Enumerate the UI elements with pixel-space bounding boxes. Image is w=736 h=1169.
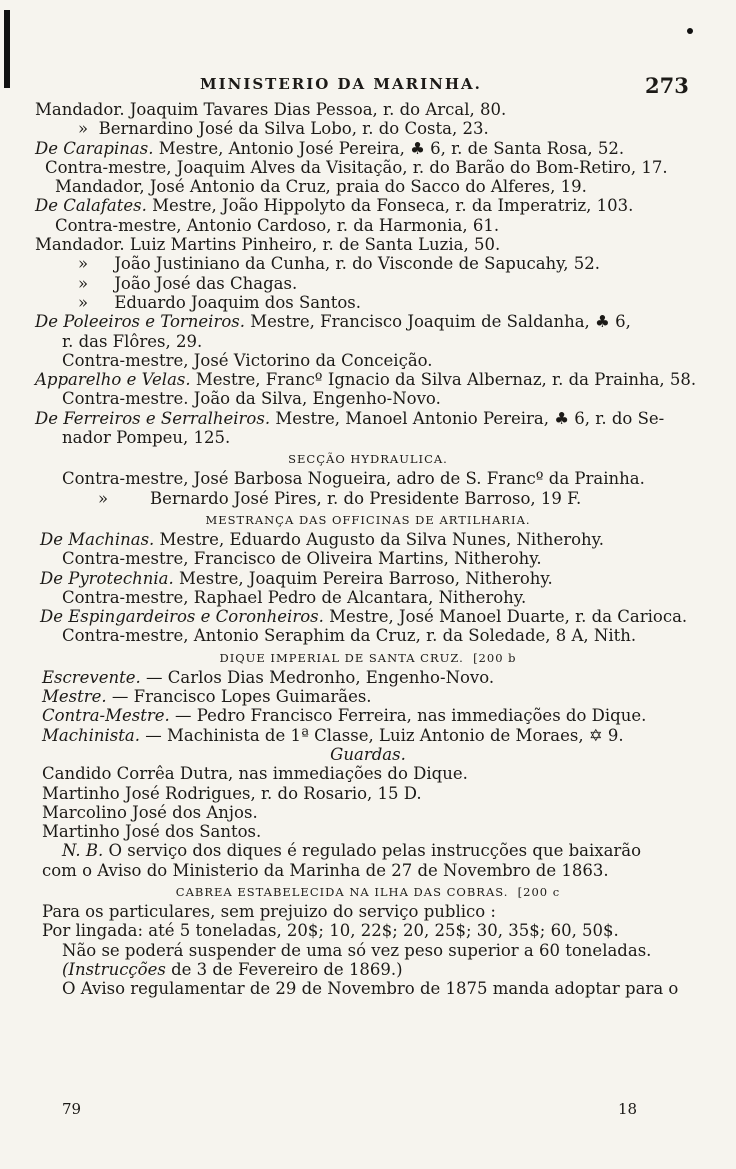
- line-text: Bernardino José da Silva Lobo, r. do Costa, 23.: [88, 119, 489, 139]
- ink-dot: [687, 28, 693, 34]
- text-line: [0, 274, 736, 293]
- text-line: [0, 530, 736, 549]
- line-text: Contra-mestre, Raphael Pedro de Alcantara, Nitherohy.: [62, 587, 527, 607]
- line-text: Para os particulares, sem prejuizo do serviço publico :: [42, 901, 496, 921]
- text-line: [0, 626, 736, 645]
- text-line: [0, 312, 736, 331]
- text-body: [0, 100, 736, 998]
- italic-label: De Pyrotechnia.: [40, 568, 174, 588]
- line-text: de 3 de Fevereiro de 1869.): [165, 959, 403, 979]
- line-text: Contra-mestre, Joaquim Alves da Visitação, r. do Barão do Bom-Retiro, 17.: [45, 157, 668, 177]
- italic-label: De Calafates.: [35, 196, 147, 216]
- text-line: [0, 332, 736, 351]
- text-line: [0, 921, 736, 940]
- line-text: Martinho José Rodrigues, r. do Rosario, 15 D.: [42, 783, 422, 803]
- line-text: Contra-mestre, José Victorino da Conceição.: [62, 350, 433, 370]
- text-line: [0, 351, 736, 370]
- text-line: [0, 822, 736, 841]
- italic-label: Apparelho e Velas.: [35, 370, 191, 390]
- text-line: [0, 784, 736, 803]
- line-text: — Pedro Francisco Ferreira, nas immediações do Dique.: [169, 706, 647, 726]
- line-text: Mestre, Eduardo Augusto da Silva Nunes, Nitherohy.: [154, 529, 605, 549]
- text-line: [0, 588, 736, 607]
- text-line: [0, 668, 736, 687]
- line-text: » João Justiniano da Cunha, r. do Visconde de Sapucahy, 52.: [78, 254, 601, 274]
- line-text: O Aviso regulamentar de 29 de Novembro de 1875 manda adoptar para o: [62, 979, 679, 999]
- line-text: Marcolino José dos Anjos.: [42, 802, 258, 822]
- text-line: [0, 569, 736, 588]
- line-text: MESTRANÇA DAS OFFICINAS DE ARTILHARIA.: [205, 512, 531, 527]
- header-title: MINISTERIO DA MARINHA.: [200, 75, 482, 93]
- line-text: DIQUE IMPERIAL DE SANTA CRUZ. [200 b: [219, 650, 517, 665]
- signature-mark: 79: [62, 1100, 82, 1118]
- line-text: » Bernardo José Pires, r. do Presidente Barroso, 19 F.: [98, 488, 582, 508]
- text-line: [0, 428, 736, 447]
- text-line: [0, 941, 736, 960]
- italic-label: De Machinas.: [40, 529, 155, 549]
- line-text: Candido Corrêa Dutra, nas immediações do Dique.: [42, 764, 468, 784]
- line-text: r. das Flôres, 29.: [62, 331, 203, 351]
- text-line: [0, 902, 736, 921]
- line-text: Mestre, Antonio José Pereira, ♣ 6, r. de Santa Rosa, 52.: [153, 138, 625, 158]
- italic-label: Machinista.: [42, 725, 140, 745]
- line-text: Mestre, João Hippolyto da Fonseca, r. da Imperatriz, 103.: [146, 196, 634, 216]
- text-line: [0, 177, 736, 196]
- italic-label: N. B.: [62, 841, 104, 861]
- running-header: [0, 73, 736, 103]
- line-text: O serviço dos diques é regulado pelas instrucções que baixarão: [103, 841, 642, 861]
- page-footer: [0, 1100, 736, 1124]
- text-line: [0, 803, 736, 822]
- text-line: [0, 409, 736, 428]
- section-heading: [0, 508, 736, 530]
- line-text: com o Aviso do Ministerio da Marinha de 27 de Novembro de 1863.: [42, 860, 609, 880]
- text-line: [0, 293, 736, 312]
- text-line: [0, 607, 736, 626]
- section-heading: [0, 447, 736, 469]
- text-line: [0, 469, 736, 488]
- line-text: Contra-mestre. João da Silva, Engenho-Novo.: [62, 389, 441, 409]
- line-text: Martinho José dos Santos.: [42, 822, 262, 842]
- line-text: Não se poderá suspender de uma só vez peso superior a 60 toneladas.: [62, 940, 652, 960]
- text-line: [0, 861, 736, 880]
- line-text: » João José das Chagas.: [78, 273, 298, 293]
- text-line: [0, 196, 736, 215]
- line-text: nador Pompeu, 125.: [62, 428, 231, 448]
- line-text: Mandador, José Antonio da Cruz, praia do Sacco do Alferes, 19.: [55, 177, 587, 197]
- text-line: [0, 370, 736, 389]
- line-text: Mestre, Francº Ignacio da Silva Albernaz, r. da Prainha, 58.: [190, 370, 697, 390]
- line-text: Mestre, José Manoel Duarte, r. da Carioca.: [323, 607, 688, 627]
- italic-label: Guardas.: [330, 744, 406, 764]
- text-line: [0, 216, 736, 235]
- line-text: — Machinista de 1ª Classe, Luiz Antonio de Moraes, ✡ 9.: [139, 725, 624, 745]
- line-text: Por lingada: até 5 toneladas, 20$; 10, 22$; 20, 25$; 30, 35$; 60, 50$.: [42, 921, 619, 941]
- text-line: [0, 706, 736, 725]
- line-text: Contra-mestre, Antonio Seraphim da Cruz, r. da Soledade, 8 A, Nith.: [62, 626, 637, 646]
- line-text: — Francisco Lopes Guimarães.: [106, 687, 372, 707]
- line-text: Mestre, Francisco Joaquim de Saldanha, ♣ 6,: [244, 312, 631, 332]
- page-number: 273: [645, 73, 689, 98]
- line-text: Mestre, Joaquim Pereira Barroso, Nitherohy.: [173, 568, 553, 588]
- line-text: Contra-mestre, Francisco de Oliveira Martins, Nitherohy.: [62, 549, 542, 569]
- line-text: »: [78, 119, 89, 139]
- italic-label: Contra-Mestre.: [42, 706, 170, 726]
- text-line: [0, 100, 736, 119]
- text-line: [0, 960, 736, 979]
- line-text: » Eduardo Joaquim dos Santos.: [78, 292, 362, 312]
- italic-label: De Espingardeiros e Coronheiros.: [40, 607, 324, 627]
- text-line: [0, 139, 736, 158]
- text-line: [0, 158, 736, 177]
- text-line: [0, 235, 736, 254]
- line-text: CABREA ESTABELECIDA NA ILHA DAS COBRAS. [200 c: [175, 884, 561, 899]
- text-line: [0, 389, 736, 408]
- line-text: Mestre, Manoel Antonio Pereira, ♣ 6, r. do Se-: [270, 408, 665, 428]
- text-line: [0, 549, 736, 568]
- footer-page-marker: 18: [618, 1100, 638, 1118]
- line-text: SECÇÃO HYDRAULICA.: [288, 452, 448, 467]
- text-line: [0, 979, 736, 998]
- italic-label: Mestre.: [42, 687, 107, 707]
- italic-label: De Carapinas.: [35, 138, 154, 158]
- line-text: Contra-mestre, Antonio Cardoso, r. da Harmonia, 61.: [55, 215, 500, 235]
- italic-label: Escrevente.: [42, 667, 141, 687]
- text-line: [0, 745, 736, 764]
- section-heading: [0, 880, 736, 902]
- italic-label: De Poleeiros e Torneiros.: [35, 312, 245, 332]
- text-line: [0, 841, 736, 860]
- text-line: [0, 764, 736, 783]
- text-line: [0, 254, 736, 273]
- line-text: Mandador. Joaquim Tavares Dias Pessoa, r. do Arcal, 80.: [35, 100, 507, 119]
- line-text: Mandador. Luiz Martins Pinheiro, r. de Santa Luzia, 50.: [35, 235, 501, 255]
- text-line: [0, 119, 736, 138]
- line-text: Contra-mestre, José Barbosa Nogueira, adro de S. Francº da Prainha.: [62, 469, 645, 489]
- section-heading: [0, 646, 736, 668]
- text-line: [0, 489, 736, 508]
- text-line: [0, 726, 736, 745]
- line-text: — Carlos Dias Medronho, Engenho-Novo.: [140, 667, 495, 687]
- italic-label: (Instrucções: [62, 959, 166, 979]
- italic-label: De Ferreiros e Serralheiros.: [35, 408, 271, 428]
- text-line: [0, 687, 736, 706]
